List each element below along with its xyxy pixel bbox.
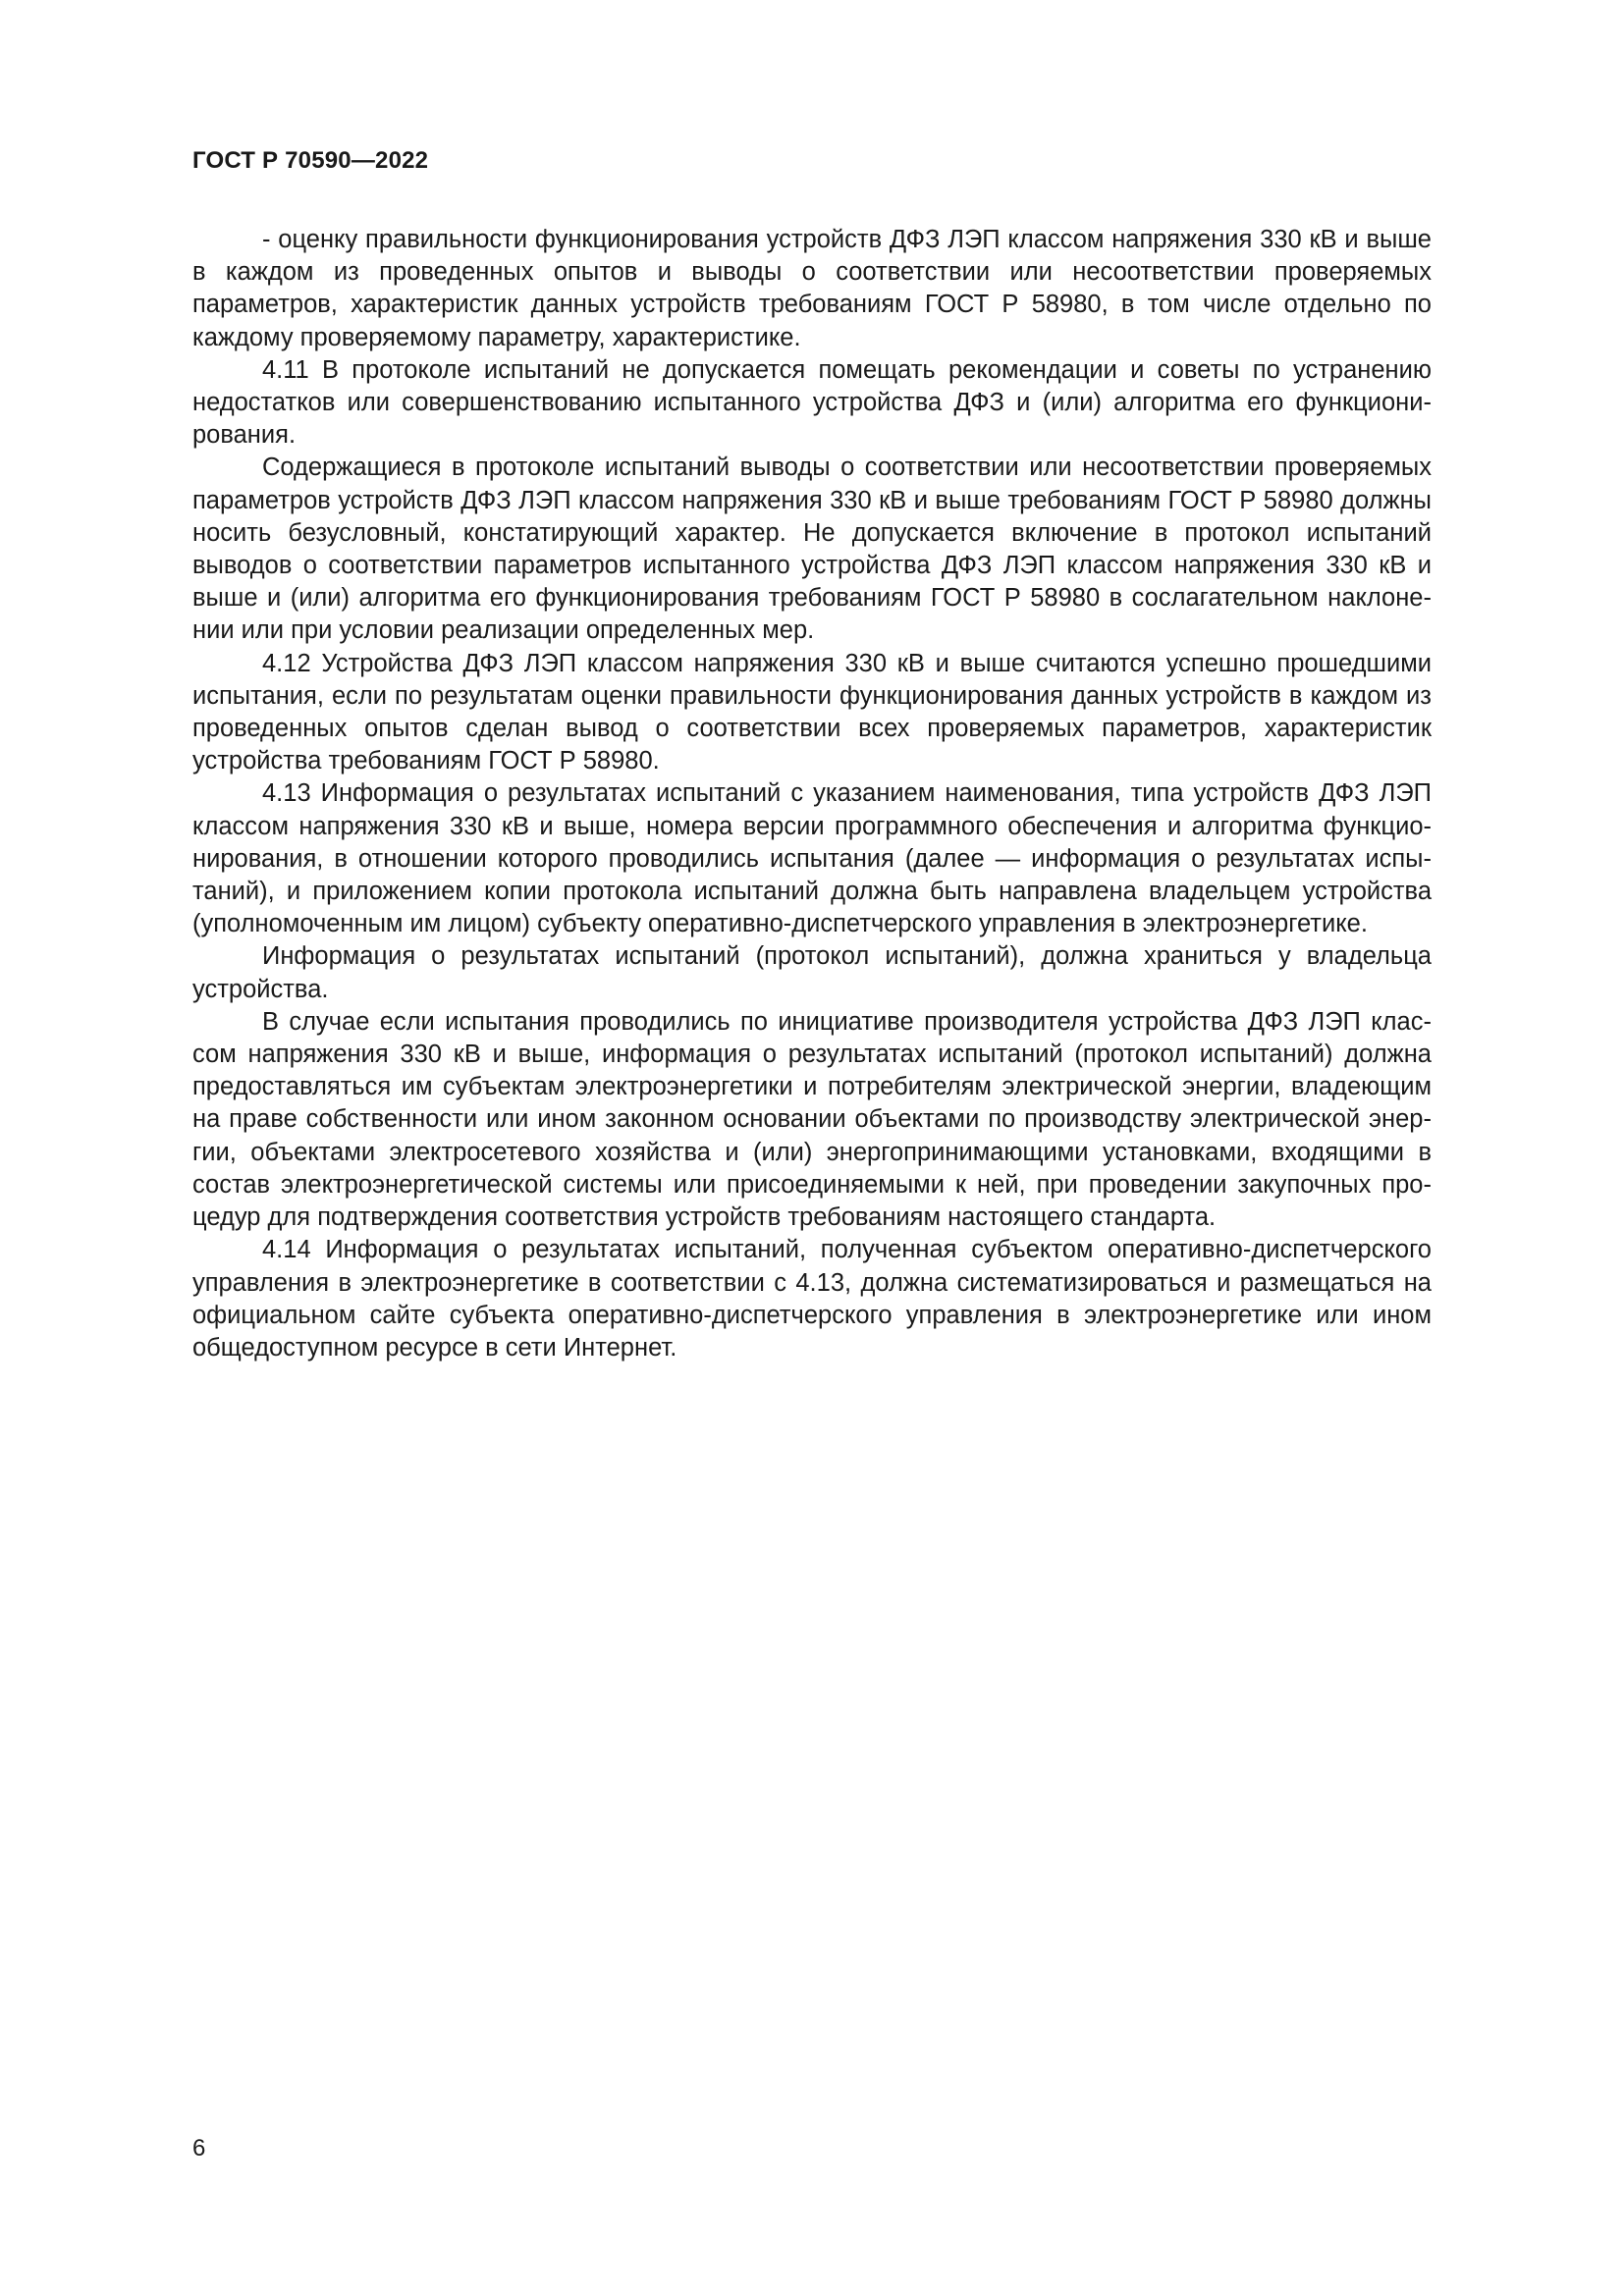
page-number: 6 [192,2135,206,2162]
document-header-title: ГОСТ Р 70590—2022 [192,147,429,174]
paragraph-4-13: 4.13 Информация о результатах испытаний с указанием наименования, типа устройств ДФЗ ЛЭП классом напряжения 330 кВ и выше, номера версии программного обеспечения и алгоритма функционирования, в отношении которого проводились испытания (далее — информация о результатах испытаний), и приложением копии протокола испытаний должна быть направлена владельцем устройства (уполномоченным им лицом) субъекту оперативно-диспетчерского управления в электроэнергетике. [192,779,1432,938]
paragraph-4-14: 4.14 Информация о результатах испытаний, полученная субъектом оперативно-диспетчерского управления в электроэнергетике в соответствии с 4.13, должна систематизироваться и размещаться на официальном сайте субъекта оперативно-диспетчерского управления в электроэнергетике или ином общедоступном ресурсе в сети Интернет. [192,1236,1432,1362]
paragraph-4-12: 4.12 Устройства ДФЗ ЛЭП классом напряжения 330 кВ и выше считаются успешно прошедшими испытания, если по результатам оценки правильности функционирования данных устройств в каждом из проведенных опытов сделан вывод о соответствии всех проверяемых параметров, характеристик устройства требованиям ГОСТ Р 58980. [192,649,1432,775]
body-text [192,224,1432,1364]
paragraph-4-11: 4.11 В протоколе испытаний не допускается помещать рекомендации и советы по устранению недостатков или совершенствованию испытанного устройства ДФЗ и (или) алгоритма его функционирования. [192,355,1432,450]
paragraph-storage: Информация о результатах испытаний (протокол испытаний), должна храниться у владельца устройства. [192,942,1432,1003]
paragraph-conclusions: Содержащиеся в протоколе испытаний выводы о соответствии или несоответствии проверяемых параметров устройств ДФЗ ЛЭП классом напряжения 330 кВ и выше требованиям ГОСТ Р 58980 должны носить безусловный, констатирующий характер. Не допускается включение в протокол испытаний выводов о соответствии параметров испытанного устройства ДФЗ ЛЭП классом напряжения 330 кВ и выше и (или) алгоритма его функционирования требованиям ГОСТ Р 58980 в сослагательном наклонении или при условии реализации определенных мер. [192,454,1432,645]
paragraph-manufacturer-initiative: В случае если испытания проводились по инициативе производителя устройства ДФЗ ЛЭП классом напряжения 330 кВ и выше, информация о результатах испытаний (протокол испытаний) должна предоставляться им субъектам электроэнергетики и потребителям электрической энергии, владеющим на праве собственности или ином законном основании объектами по производству электрической энергии, объектами электросетевого хозяйства и (или) энергопринимающими установками, входящими в состав электроэнергетической системы или присоединяемыми к ней, при проведении закупочных процедур для подтверждения соответствия устройств требованиям настоящего стандарта. [192,1007,1432,1232]
paragraph-device-evaluation: - оценку правильности функционирования устройств ДФЗ ЛЭП классом напряжения 330 кВ и выше в каждом из проведенных опытов и выводы о соответствии или несоответствии проверяемых параметров, характеристик данных устройств требованиям ГОСТ Р 58980, в том числе отдельно по каждому проверяемому параметру, характеристике. [192,226,1432,351]
